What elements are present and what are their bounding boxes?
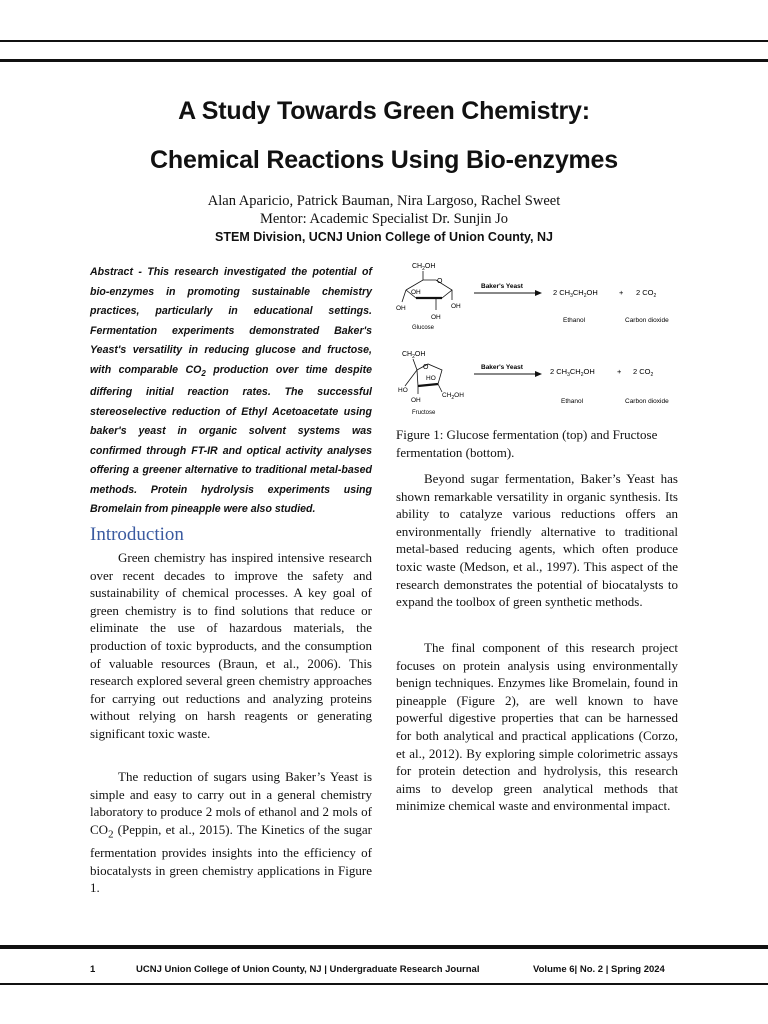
right-paragraph-1: Beyond sugar fermentation, Baker’s Yeast has shown remarkable versatility in organic synthesis. Its ability to catalyze various reductions offers an environmentally friendly alternative to traditional metal-based reducing agents, which often produce toxic waste (Medson, et al., 1997). This aspect of the research demonstrates the potential of biocatalysts to expand the toolbox of green synthetic methods. <box>396 471 678 610</box>
bottom-plus: + <box>617 367 622 376</box>
abstract <box>90 263 372 520</box>
journal-name: UCNJ Union College of Union County, NJ | Undergraduate Research Journal <box>136 964 480 975</box>
division: STEM Division, UCNJ Union College of Union County, NJ <box>215 230 553 244</box>
top-label-ethanol: Ethanol <box>563 317 586 324</box>
top-plus: + <box>619 288 624 297</box>
page-footer <box>0 964 768 978</box>
top-thick-rule <box>0 59 768 62</box>
glucose-ch2oh: $CH_2OH$ <box>412 263 436 272</box>
top-arrow-head <box>535 290 542 296</box>
intro-p2-text-b: (Peppin, et al., 2015). The Kinetics of the sugar fermentation provides insights into the efficiency of biocatalysts in green chemistry applications in Figure 1. <box>90 821 372 896</box>
bottom-arrow-head <box>535 371 542 377</box>
intro-paragraph-2 <box>90 768 372 897</box>
right-paragraph-2: The final component of this research project focuses on protein analysis using environmentally benign techniques. Enzymes like Bromelain, found in pineapple (Figure 2), are well known to have powerful digestive properties that can be harnessed for both analytical and practical applications (Corzo, et al., 2012). By exploring simple colorimetric assays for protein detection and hydrolysis, this research aims to develop green analytical methods that minimize chemical waste and environmental impact. <box>396 640 678 814</box>
glucose-ring-o: O <box>437 278 443 285</box>
figure-1-caption: Figure 1: Glucose fermentation (top) and Fructose fermentation (bottom). <box>396 427 658 460</box>
top-product-co2: 2 $CO_2$ <box>636 288 657 299</box>
bottom-label-ethanol: Ethanol <box>561 398 584 405</box>
fructose-ring-front <box>418 384 438 386</box>
glucose-structure <box>396 263 461 331</box>
fructose-structure <box>398 351 464 416</box>
top-product-ethanol: 2 $CH_3CH_2OH$ <box>553 288 598 299</box>
title-line-2: Chemical Reactions Using Bio-enzymes <box>150 146 618 174</box>
fructose-oh-bottom: OH <box>411 397 421 404</box>
fructose-ring-o: O <box>423 364 429 371</box>
fructose-ch2oh: $CH_2OH$ <box>402 351 426 360</box>
bottom-thick-rule <box>0 945 768 949</box>
bottom-thin-rule <box>0 983 768 985</box>
abstract-sub: 2 <box>201 368 206 378</box>
bottom-product-ethanol: 2 $CH_3CH_2OH$ <box>550 367 595 378</box>
fructose-ho-left: HO <box>398 387 408 394</box>
intro-p2-text-a: The reduction of sugars using Baker’s Yeast is simple and easy to carry out in a general chemistry laboratory to produce 2 mols of ethanol and 2 mols of CO <box>90 769 372 837</box>
top-label-co2: Carbon dioxide <box>625 317 669 324</box>
intro-paragraph-1: Green chemistry has inspired intensive research over recent decades to improve the safety and sustainability of chemical processes. A key goal of green chemistry is to find solutions that reduce or eliminate the use of hazardous materials, the production of toxic byproducts, and the consumption of valuable resources (Braun, et al., 2006). This research explored several green chemistry approaches for carrying out reductions and analyzing proteins without relying on harsh reagents or generating significant toxic waste. <box>90 550 372 741</box>
bottom-arrow-label: Baker's Yeast <box>481 364 523 371</box>
bottom-product-co2: 2 $CO_2$ <box>633 367 654 378</box>
title-line-1: A Study Towards Green Chemistry: <box>178 97 590 125</box>
fructose-bond-2 <box>405 370 417 386</box>
glucose-oh-bottom: OH <box>431 314 441 321</box>
glucose-oh-right: OH <box>451 303 461 310</box>
fructose-bond-1 <box>413 359 417 370</box>
top-arrow-label: Baker's Yeast <box>481 283 523 290</box>
page-number: 1 <box>90 964 96 975</box>
fructose-ch2oh-right: $CH_2OH$ <box>442 392 464 401</box>
glucose-bond-3 <box>402 290 406 302</box>
figure-1 <box>392 258 682 418</box>
glucose-label: Glucose <box>412 325 435 331</box>
top-thin-rule <box>0 40 768 42</box>
glucose-oh-left: OH <box>411 289 421 296</box>
abstract-text-a: Abstract - This research investigated the potential of bio-enzymes in promoting sustainable chemistry practices, particularly in educational settings. Fermentation experiments demonstrated Baker's Yeast's versatility in reducing glucose and fructose, with comparable CO <box>90 266 372 376</box>
fructose-ho-inner: HO <box>426 375 436 382</box>
fructose-label: Fructose <box>412 410 436 416</box>
volume-info: Volume 6| No. 2 | Spring 2024 <box>533 964 665 975</box>
glucose-oh-bottom-left: OH <box>396 305 406 312</box>
figure-1-diagram <box>392 258 682 418</box>
intro-p2-sub: 2 <box>108 828 114 841</box>
bottom-label-co2: Carbon dioxide <box>625 398 669 405</box>
fructose-bond-4 <box>438 384 442 392</box>
authors: Alan Aparicio, Patrick Bauman, Nira Largoso, Rachel Sweet <box>207 193 561 209</box>
introduction-heading: Introduction <box>90 524 184 545</box>
abstract-text-b: production over time despite differing initial reaction rates. The successful stereoselective reduction of Ethyl Acetoacetate using baker's yeast in organic solvent systems was confirmed through FT-IR and optical activity analyses offering a greener alternative to traditional metal-based methods. Protein hydrolysis experiments using Bromelain from pineapple were also studied. <box>90 363 372 516</box>
mentor: Mentor: Academic Specialist Dr. Sunjin Jo <box>259 211 509 227</box>
